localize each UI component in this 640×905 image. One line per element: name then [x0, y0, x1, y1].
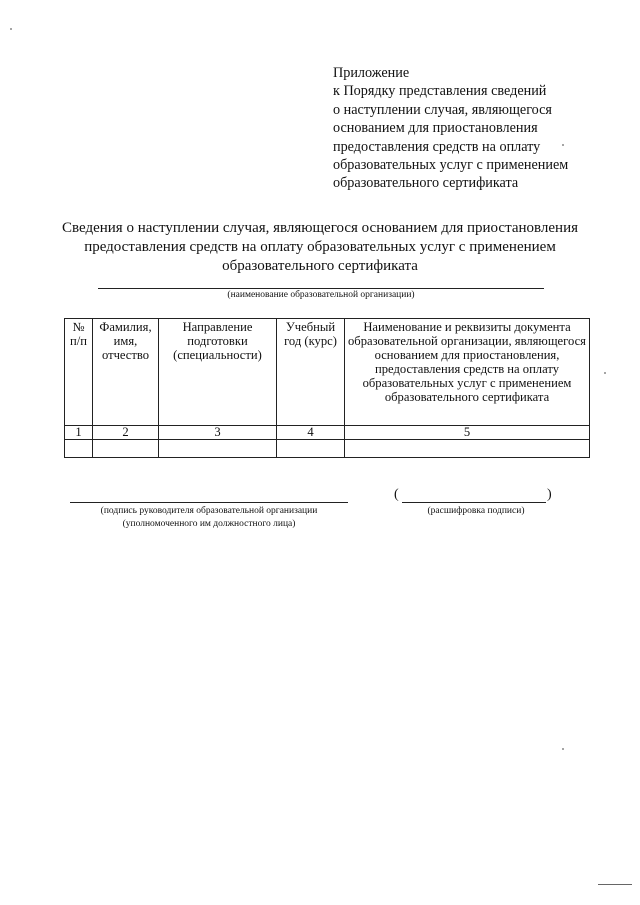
scan-speck — [562, 144, 564, 146]
scan-edge-mark — [598, 884, 632, 885]
scan-speck — [604, 372, 606, 374]
appendix-line: основанием для приостановления — [333, 120, 538, 137]
appendix-note — [333, 64, 633, 193]
table-cell[interactable] — [65, 440, 93, 458]
column-number: 3 — [159, 426, 277, 440]
header-document: Наименование и реквизиты документа образовательной организации, являющегося основанием для приостановления, предоставления средств на оплату образовательных услуг с применением образовательного сертификата — [345, 319, 590, 426]
scan-speck — [10, 28, 12, 30]
column-number: 4 — [277, 426, 345, 440]
appendix-line: образовательных услуг с применением — [333, 157, 569, 174]
signature-field[interactable] — [70, 502, 348, 503]
appendix-line: предоставления средств на оплату — [333, 138, 541, 155]
title-line: образовательного сертификата — [222, 257, 418, 274]
appendix-line: образовательного сертификата — [333, 175, 519, 192]
title-line: Сведения о наступлении случая, являющегося основанием для приостановления — [61, 220, 578, 236]
signature-decoding-field[interactable] — [402, 502, 546, 503]
column-number: 2 — [93, 426, 159, 440]
table-header-row — [65, 319, 590, 426]
header-direction: Направление подготовки (специальности) — [159, 319, 277, 426]
signature-caption-line: (подпись руководителя образовательной организации — [100, 506, 318, 516]
scan-speck — [562, 748, 564, 750]
column-number: 1 — [65, 426, 93, 440]
organization-name-field[interactable] — [98, 288, 544, 289]
table-numbering-row — [65, 426, 590, 440]
table-cell[interactable] — [277, 440, 345, 458]
column-number: 5 — [345, 426, 590, 440]
table-cell[interactable] — [345, 440, 590, 458]
header-academic-year: Учебный год (курс) — [277, 319, 345, 426]
table-cell[interactable] — [159, 440, 277, 458]
signature-caption — [70, 505, 348, 530]
open-parenthesis: ( — [394, 487, 399, 502]
signature-caption-line: (уполномоченного им должностного лица) — [122, 518, 296, 529]
signature-decoding-caption: (расшифровка подписи) — [427, 506, 525, 516]
close-parenthesis: ) — [547, 487, 552, 502]
header-full-name: Фамилия, имя, отчество — [93, 319, 159, 426]
document-title — [30, 219, 610, 275]
organization-name-caption: (наименование образовательной организации) — [227, 290, 415, 300]
header-number: № п/п — [65, 319, 93, 426]
table-row — [65, 440, 590, 458]
appendix-line: к Порядку представления сведений — [333, 83, 547, 100]
appendix-line: о наступлении случая, являющегося — [333, 101, 552, 118]
table-cell[interactable] — [93, 440, 159, 458]
info-table — [64, 318, 590, 458]
title-line: предоставления средств на оплату образовательных услуг с применением — [84, 238, 556, 255]
appendix-line: Приложение — [333, 65, 410, 81]
